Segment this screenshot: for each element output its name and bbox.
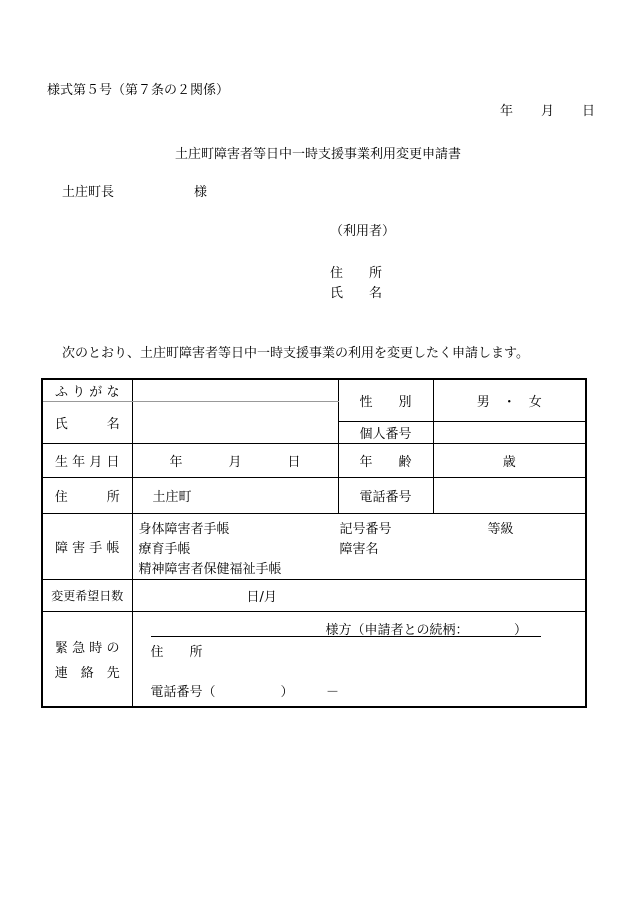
applicant-name-label: 氏 名 [330,286,383,301]
emergency-label [42,611,132,707]
emergency-label-line2: 連 絡 先 [54,665,120,681]
name-label: 氏 名 [42,401,132,443]
disability-name-label: 障害名 [339,541,379,557]
name-field[interactable] [132,401,338,443]
sex-options[interactable]: 男 ・ 女 [433,379,586,421]
sex-label: 性 別 [338,379,433,421]
age-field[interactable]: 歳 [433,443,586,477]
emergency-name-line [151,636,541,637]
age-label: 年 齢 [338,443,433,477]
phone-label: 電話番号 [338,477,433,513]
emergency-address-label: 住 所 [150,644,203,660]
statement: 次のとおり、土庄町障害者等日中一時支援事業の利用を変更したく申請します。 [62,346,529,361]
change-days-label: 変更希望日数 [42,579,132,611]
date-month: 月 [541,104,555,119]
applicant-address-label: 住 所 [330,266,383,281]
handbook-rehab: 療育手帳 [138,541,191,557]
handbook-mental: 精神障害者保健福祉手帳 [138,561,282,577]
handbook-physical: 身体障害者手帳 [138,521,230,537]
birth-year: 年 [169,454,183,470]
personal-number-label: 個人番号 [338,421,433,443]
personal-number-field[interactable] [433,421,586,443]
form-number: 様式第５号（第７条の２関係） [47,83,230,98]
birthdate-field[interactable] [132,443,338,477]
emergency-label-line1: 緊 急 時 の [55,640,120,656]
date-line [500,100,595,119]
birthdate-label: 生 年 月 日 [42,443,132,477]
addressee [62,181,207,200]
birth-day: 日 [287,454,301,470]
applicant-heading: （利用者） [330,224,396,239]
handbook-label: 障 害 手 帳 [42,513,132,579]
grade-label: 等級 [487,521,514,537]
change-days-field[interactable]: 日/月 [132,579,586,611]
form-title: 土庄町障害者等日中一時支援事業利用変更申請書 [175,147,462,162]
emergency-relation: 様方（申請者との続柄： ） [325,622,528,638]
phone-field[interactable] [433,477,586,513]
date-year: 年 [500,104,514,119]
emergency-contact-field[interactable] [132,611,586,707]
application-form-table [41,378,587,708]
birth-month: 月 [228,454,242,470]
date-day: 日 [582,104,596,119]
addressee-honorific: 様 [194,185,208,200]
handbook-field[interactable] [132,513,586,579]
address-label: 住 所 [42,477,132,513]
symbol-number-label: 記号番号 [339,521,392,537]
emergency-phone-label: 電話番号（ ） － [150,684,340,700]
addressee-name: 土庄町長 [62,185,115,200]
furigana-field[interactable] [132,379,338,401]
address-field[interactable]: 土庄町 [132,477,338,513]
furigana-label: ふ り が な [42,379,132,401]
